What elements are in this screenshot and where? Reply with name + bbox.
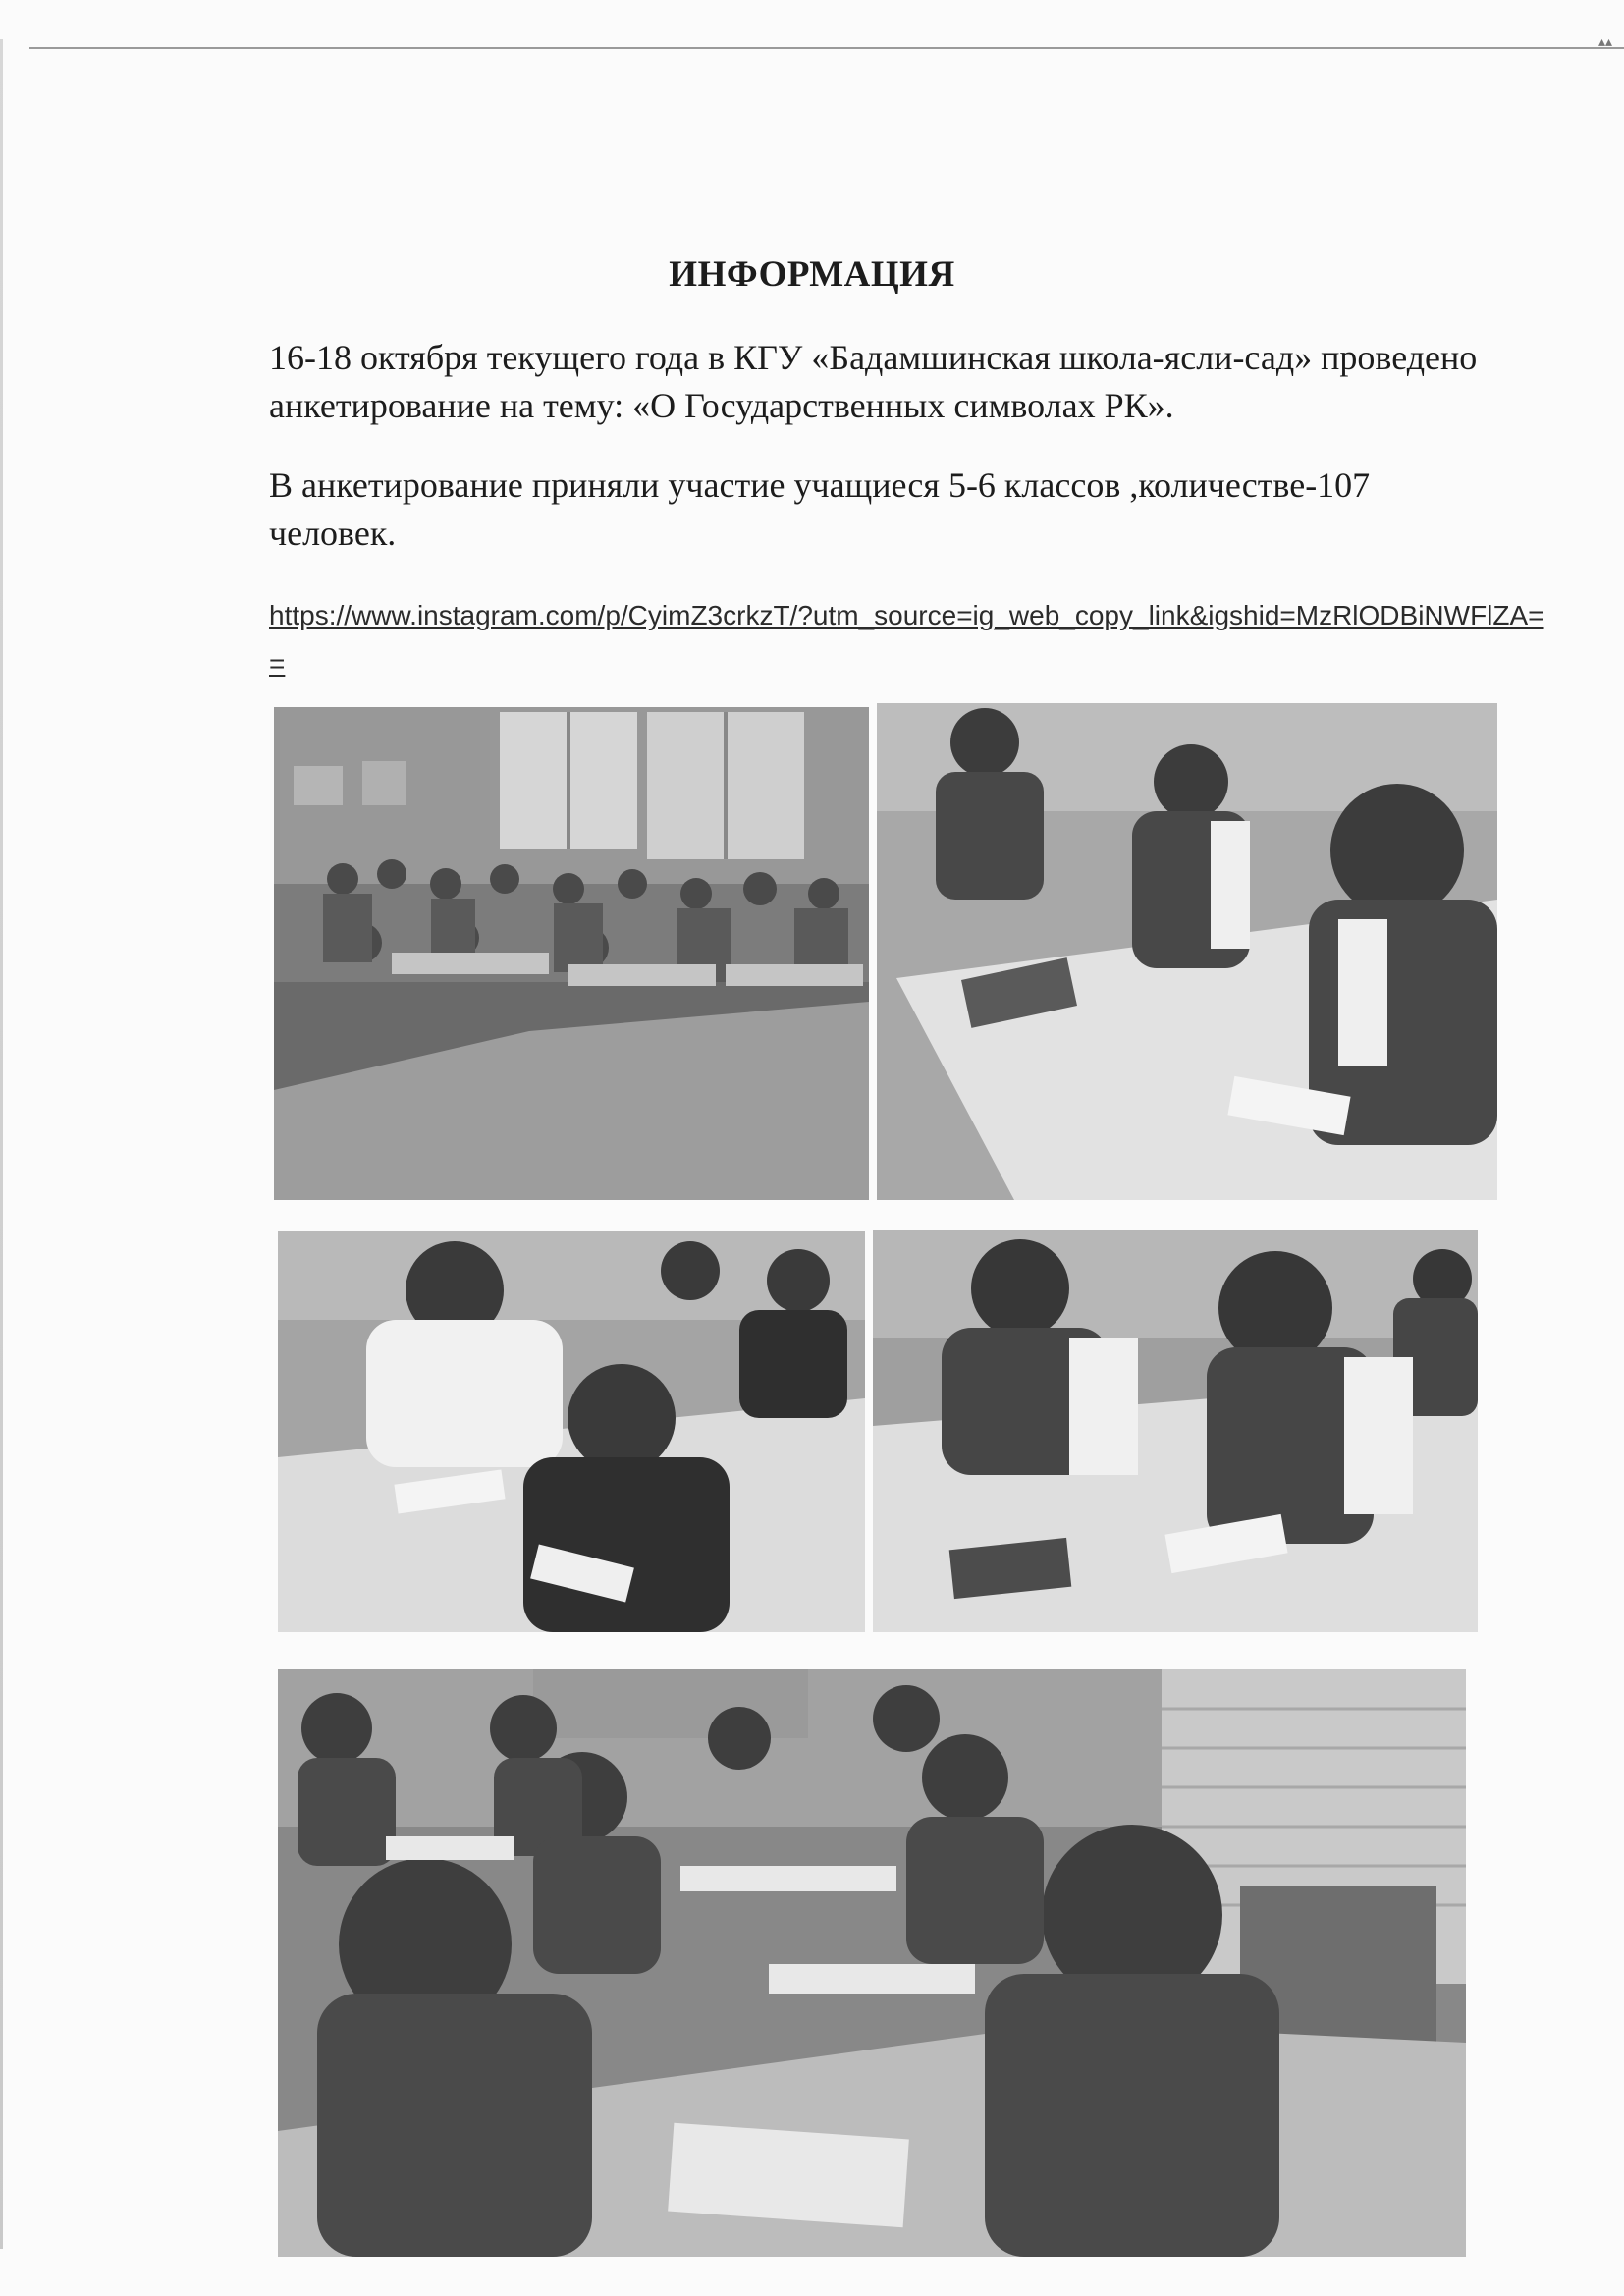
students-writing-photo-3 <box>873 1230 1478 1632</box>
students-writing-photo-1-image <box>877 703 1497 1200</box>
classroom-photo-1 <box>274 707 869 1200</box>
scan-corner-mark: ▴▴ <box>1597 33 1612 49</box>
paragraph-participants: В анкетирование приняли участие учащиеся 5-6 классов ,количестве-107 человек. <box>269 465 1371 553</box>
students-writing-photo-1 <box>877 703 1497 1200</box>
students-writing-photo-2 <box>278 1231 865 1632</box>
paragraph-survey-info: 16-18 октября текущего года в КГУ «Бадамшинская школа-ясли-сад» проведено анкетирование на тему: «О Государственных символах РК». <box>269 338 1478 425</box>
classroom-photo-2-image <box>278 1669 1466 2257</box>
scan-edge <box>0 39 3 2249</box>
students-writing-photo-3-image <box>873 1230 1478 1632</box>
instagram-link[interactable]: https://www.instagram.com/p/CyimZ3crkzT/?utm_source=ig_web_copy_link&igshid=MzRlODBiNWFlZA== <box>269 600 1544 679</box>
scan-top-line <box>29 47 1624 49</box>
students-writing-photo-2-image <box>278 1231 865 1632</box>
classroom-photo-1-image <box>274 707 869 1200</box>
document-heading: ИНФОРМАЦИЯ <box>669 254 955 295</box>
classroom-photo-2 <box>278 1669 1466 2257</box>
